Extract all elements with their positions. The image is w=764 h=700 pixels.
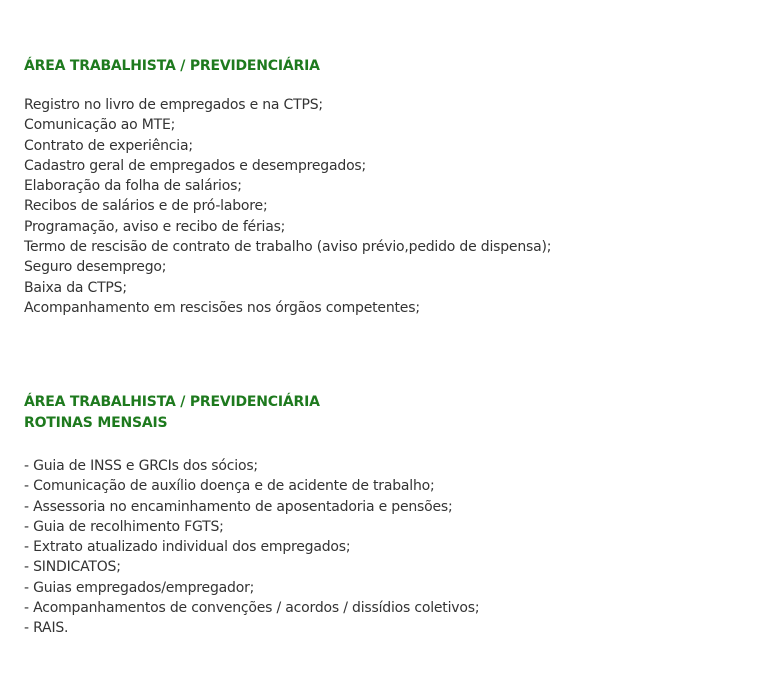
list-item: Contrato de experiência; [24,137,193,154]
list-item: - Comunicação de auxílio doença e de acidente de trabalho; [24,478,435,495]
list-item: Registro no livro de empregados e na CTPS; [24,97,323,113]
list-item: Termo de rescisão de contrato de trabalho (aviso prévio,pedido de dispensa); [24,239,552,256]
list-item: - RAIS. [24,620,69,637]
monthly-routines-list [24,456,479,639]
section-subheading-rotinas-mensais: ROTINAS MENSAIS [24,415,168,431]
list-item: - Guia de INSS e GRCIs dos sócios; [24,458,258,474]
list-item: Cadastro geral de empregados e desempregados; [24,157,367,174]
list-item: Elaboração da folha de salários; [24,178,242,195]
list-item: Baixa da CTPS; [24,279,127,296]
services-list [24,95,551,318]
list-item: Seguro desemprego; [24,259,167,276]
section-heading-trabalhista-mensal: ÁREA TRABALHISTA / PREVIDENCIÁRIA [24,394,320,410]
section-heading-trabalhista: ÁREA TRABALHISTA / PREVIDENCIÁRIA [24,58,320,74]
list-item: - Extrato atualizado individual dos empregados; [24,539,351,556]
list-item: Comunicação ao MTE; [24,117,176,134]
list-item: Recibos de salários e de pró-labore; [24,198,268,215]
list-item: Programação, aviso e recibo de férias; [24,218,286,235]
list-item: - SINDICATOS; [24,559,121,576]
list-item: - Acompanhamentos de convenções / acordos / dissídios coletivos; [24,600,480,617]
list-item: Acompanhamento em rescisões nos órgãos competentes; [24,299,420,316]
list-item: - Guia de recolhimento FGTS; [24,518,224,535]
list-item: - Assessoria no encaminhamento de aposentadoria e pensões; [24,498,453,515]
list-item: - Guias empregados/empregador; [24,579,255,596]
